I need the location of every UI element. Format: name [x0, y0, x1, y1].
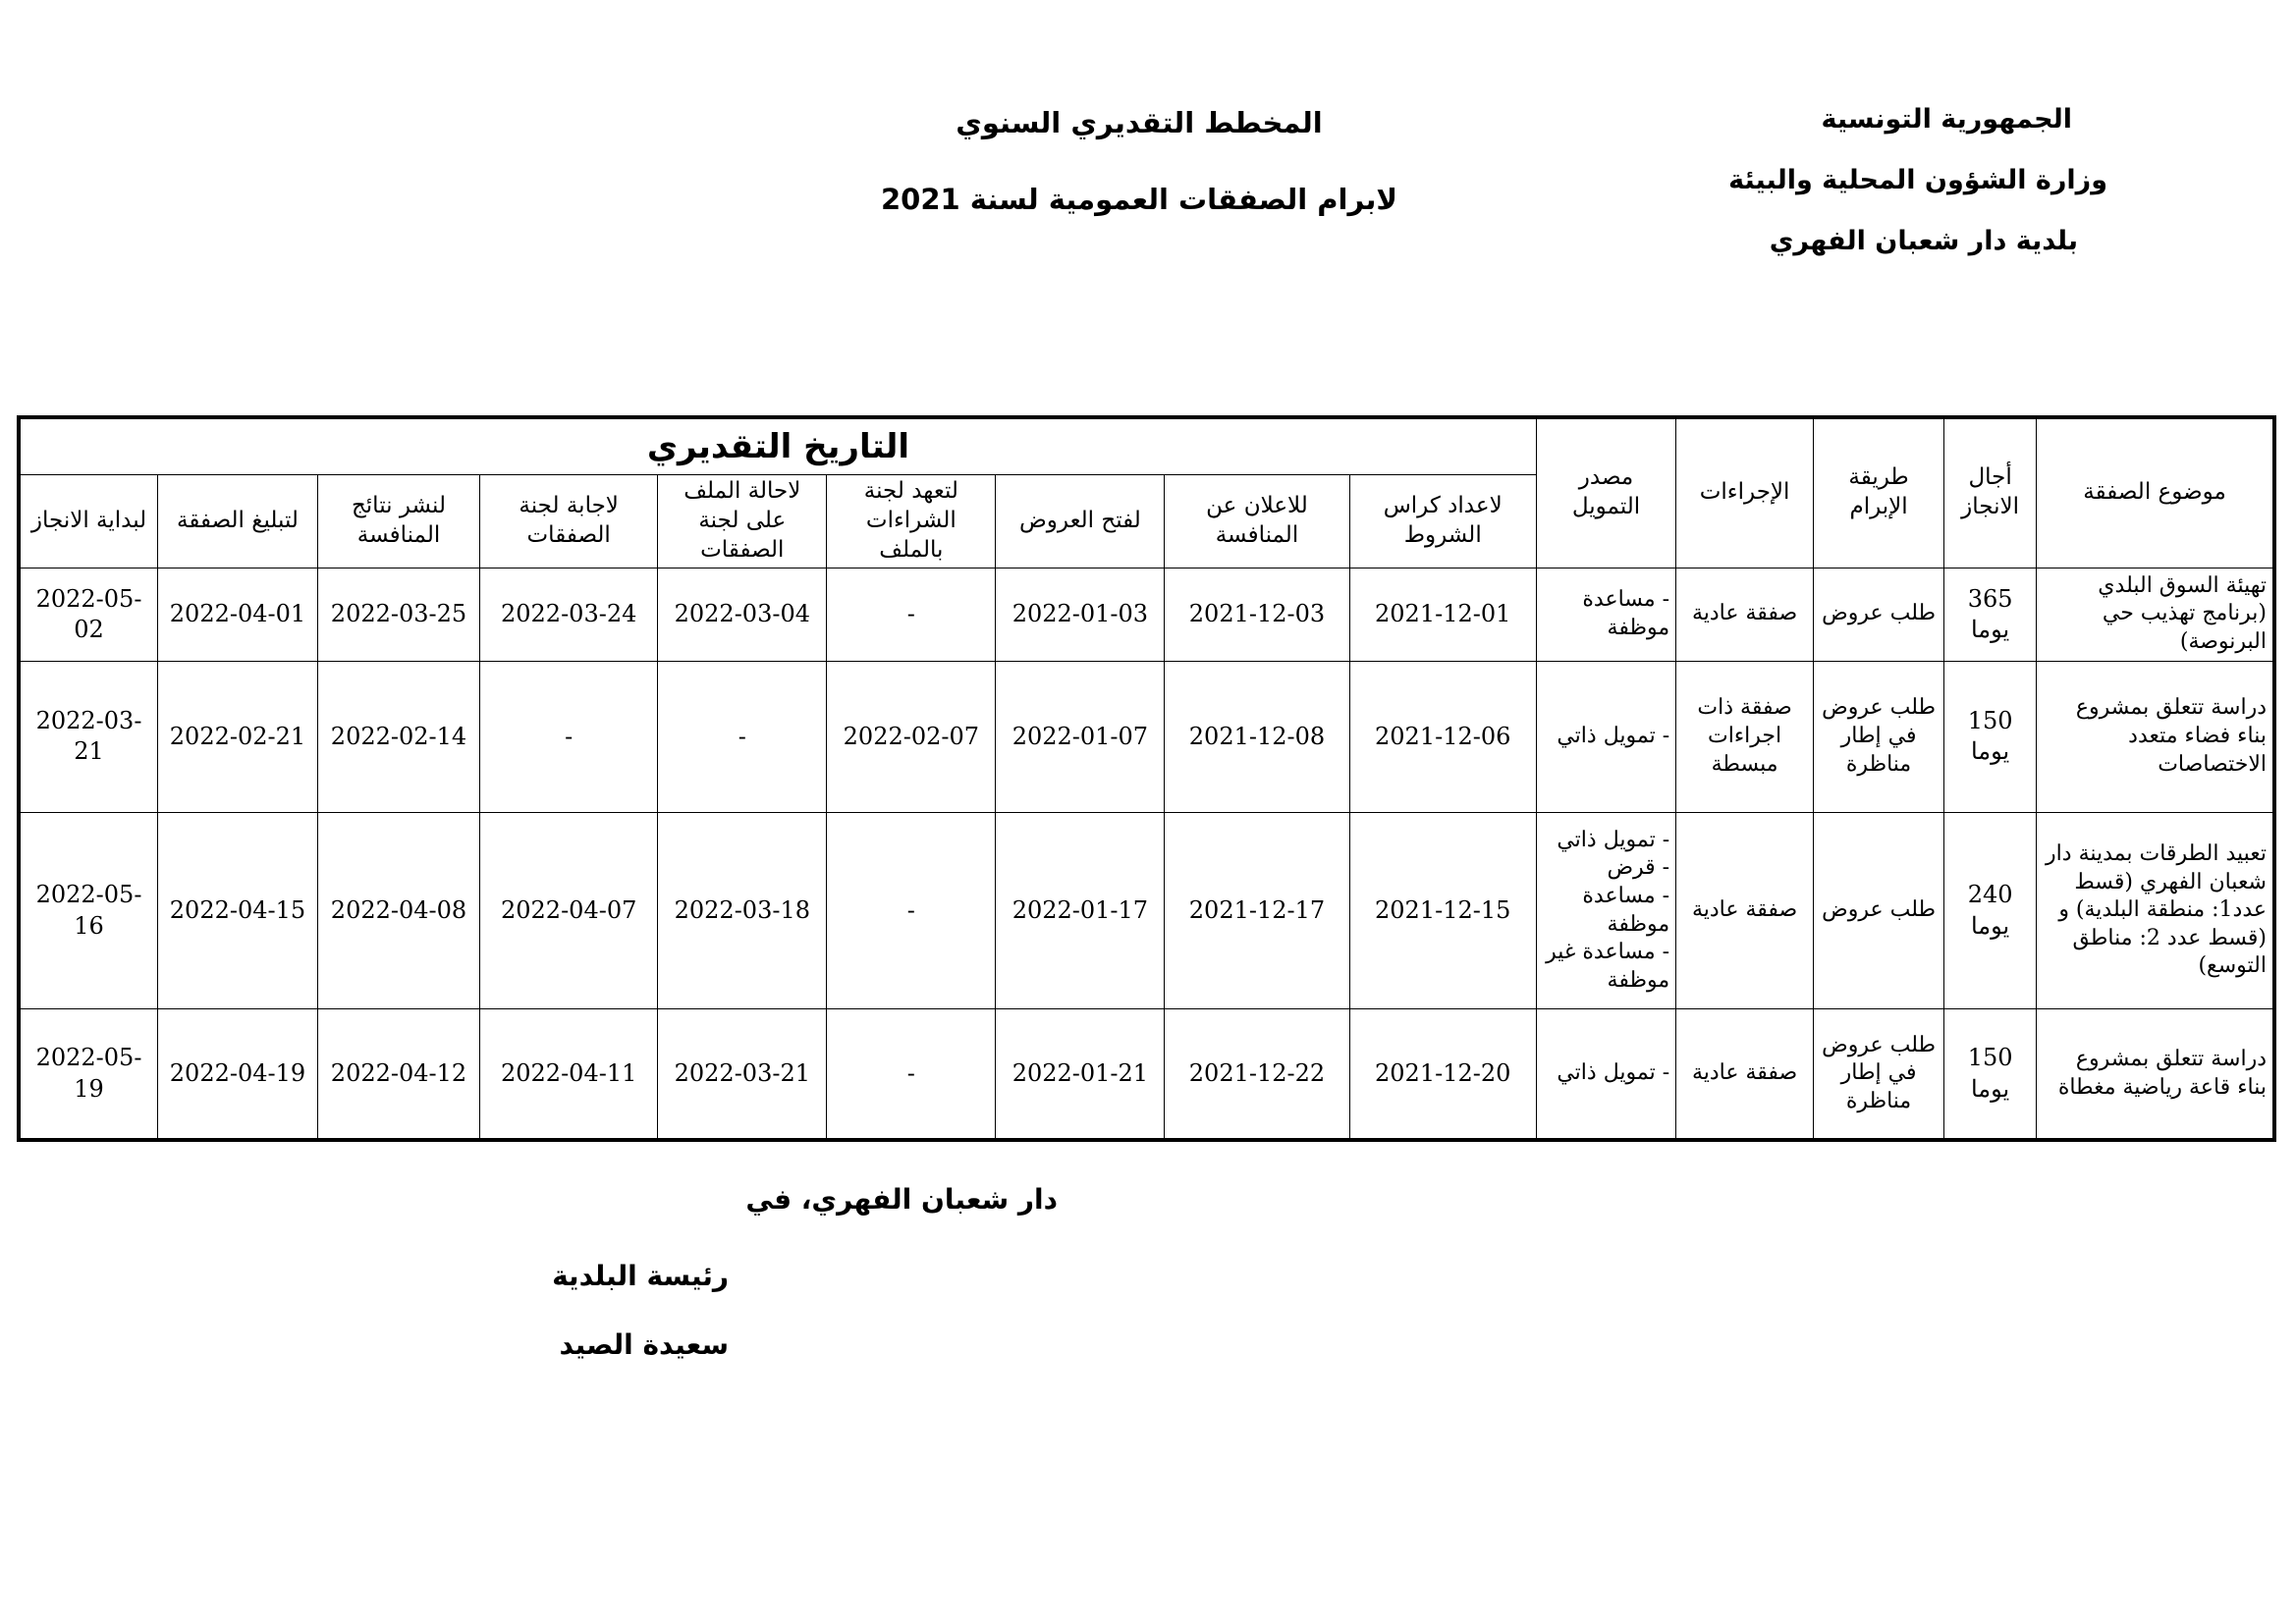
cell-date: 2022-01-03 [996, 568, 1165, 661]
cell-procedure: صفقة ذات اجراءات مبسطة [1676, 661, 1814, 812]
cell-date: 2022-03-21 [21, 661, 158, 812]
funding-item: - مساعدة غير موظفة [1546, 940, 1670, 993]
procurement-plan-table [17, 415, 2276, 1142]
cell-date: - [827, 812, 996, 1009]
cell-date: 2022-01-07 [996, 661, 1165, 812]
cell-date: 2022-03-24 [480, 568, 658, 661]
cell-date: 2022-05-16 [21, 812, 158, 1009]
col-committee-reply: لاجابة لجنة الصفقات [480, 475, 658, 568]
document-title [820, 106, 1458, 259]
municipality-name: بلدية دار شعبان الفهري [1769, 226, 2078, 256]
cell-subject: تهيئة السوق البلدي (برنامج تهذيب حي البرنوصة) [2037, 568, 2273, 661]
cell-date: 2021-12-01 [1349, 568, 1536, 661]
cell-date: 2022-03-04 [658, 568, 827, 661]
col-bid-opening: لفتح العروض [996, 475, 1165, 568]
cell-date: 2021-12-22 [1165, 1009, 1349, 1139]
funding-item: - تمويل ذاتي [1557, 827, 1670, 852]
cell-date: 2022-03-18 [658, 812, 827, 1009]
cell-funding [1536, 1009, 1675, 1139]
ministry-name: وزارة الشؤون المحلية والبيئة [1728, 165, 2107, 195]
col-referral: لاحالة الملف على لجنة الصفقات [658, 475, 827, 568]
cell-date: 2022-02-07 [827, 661, 996, 812]
col-announcement: للاعلان عن المنافسة [1165, 475, 1349, 568]
cell-date: 2022-03-25 [317, 568, 479, 661]
cell-date: 2022-04-08 [317, 812, 479, 1009]
cell-date: 2022-05-19 [21, 1009, 158, 1139]
table-row [21, 568, 2273, 661]
cell-date: 2021-12-15 [1349, 812, 1536, 1009]
cell-procedure: صفقة عادية [1676, 1009, 1814, 1139]
col-method: طريقة الإبرام [1814, 419, 1944, 568]
cell-date: - [827, 568, 996, 661]
col-notification: لتبليغ الصفقة [158, 475, 318, 568]
table-row [21, 661, 2273, 812]
cell-date: 2021-12-06 [1349, 661, 1536, 812]
cell-funding [1536, 568, 1675, 661]
col-results-publication: لنشر نتائج المنافسة [317, 475, 479, 568]
cell-date: 2021-12-17 [1165, 812, 1349, 1009]
funding-item: - تمويل ذاتي [1557, 1060, 1670, 1086]
cell-date: 2022-04-15 [158, 812, 318, 1009]
cell-date: 2022-04-07 [480, 812, 658, 1009]
funding-item: - تمويل ذاتي [1557, 724, 1670, 749]
cell-method: طلب عروض في إطار مناظرة [1814, 661, 1944, 812]
cell-subject: دراسة تتعلق بمشروع بناء فضاء متعدد الاختصاصات [2037, 661, 2273, 812]
cell-date: 2022-02-14 [317, 661, 479, 812]
cell-date: 2022-04-12 [317, 1009, 479, 1139]
funding-item: - قرض [1607, 855, 1670, 881]
cell-date: 2022-02-21 [158, 661, 318, 812]
funding-item: - مساعدة موظفة [1582, 883, 1670, 937]
col-duration: أجال الانجاز [1944, 419, 2037, 568]
col-specs-prep: لاعداد كراس الشروط [1349, 475, 1536, 568]
cell-date: 2021-12-03 [1165, 568, 1349, 661]
cell-procedure: صفقة عادية [1676, 568, 1814, 661]
cell-method: طلب عروض [1814, 812, 1944, 1009]
table-row [21, 812, 2273, 1009]
cell-funding [1536, 661, 1675, 812]
place-and-date: دار شعبان الفهري، في [745, 1183, 1058, 1216]
col-purchase-committee: لتعهد لجنة الشراءات بالملف [827, 475, 996, 568]
funding-item: - مساعدة موظفة [1582, 587, 1670, 640]
cell-date: 2022-01-21 [996, 1009, 1165, 1139]
issuer-block [1618, 106, 2129, 289]
cell-date: 2022-04-19 [158, 1009, 318, 1139]
cell-date: 2021-12-08 [1165, 661, 1349, 812]
signatory-name: سعيدة الصيد [559, 1328, 729, 1361]
cell-date: 2022-01-17 [996, 812, 1165, 1009]
cell-duration: 365 يوما [1944, 568, 2037, 661]
col-start: لبداية الانجاز [21, 475, 158, 568]
cell-method: طلب عروض في إطار مناظرة [1814, 1009, 1944, 1139]
cell-date: 2022-03-21 [658, 1009, 827, 1139]
cell-subject: دراسة تتعلق بمشروع بناء قاعة رياضية مغطاة [2037, 1009, 2273, 1139]
col-funding: مصدر التمويل [1536, 419, 1675, 568]
cell-duration: 150 يوما [1944, 1009, 2037, 1139]
signatory-role: رئيسة البلدية [552, 1260, 729, 1292]
header-row-1 [21, 419, 2273, 475]
col-procedure: الإجراءات [1676, 419, 1814, 568]
col-subject: موضوع الصفقة [2037, 419, 2273, 568]
cell-date: 2022-05-02 [21, 568, 158, 661]
republic-name: الجمهورية التونسية [1821, 104, 2072, 135]
cell-duration: 240 يوما [1944, 812, 2037, 1009]
cell-date: 2022-04-01 [158, 568, 318, 661]
cell-date: - [480, 661, 658, 812]
cell-funding [1536, 812, 1675, 1009]
cell-date: - [658, 661, 827, 812]
cell-procedure: صفقة عادية [1676, 812, 1814, 1009]
cell-duration: 150 يوما [1944, 661, 2037, 812]
cell-date: - [827, 1009, 996, 1139]
title-line-1: المخطط التقديري السنوي [956, 106, 1323, 139]
col-group-estimated-date: التاريخ التقديري [21, 419, 1537, 475]
table-row [21, 1009, 2273, 1139]
cell-date: 2022-04-11 [480, 1009, 658, 1139]
cell-date: 2021-12-20 [1349, 1009, 1536, 1139]
cell-subject: تعبيد الطرقات بمدينة دار شعبان الفهري (قسط عدد1: منطقة البلدية) و (قسط عدد 2: مناطق التوسع) [2037, 812, 2273, 1009]
cell-method: طلب عروض [1814, 568, 1944, 661]
title-line-2: لابرام الصفقات العمومية لسنة 2021 [880, 183, 1398, 216]
